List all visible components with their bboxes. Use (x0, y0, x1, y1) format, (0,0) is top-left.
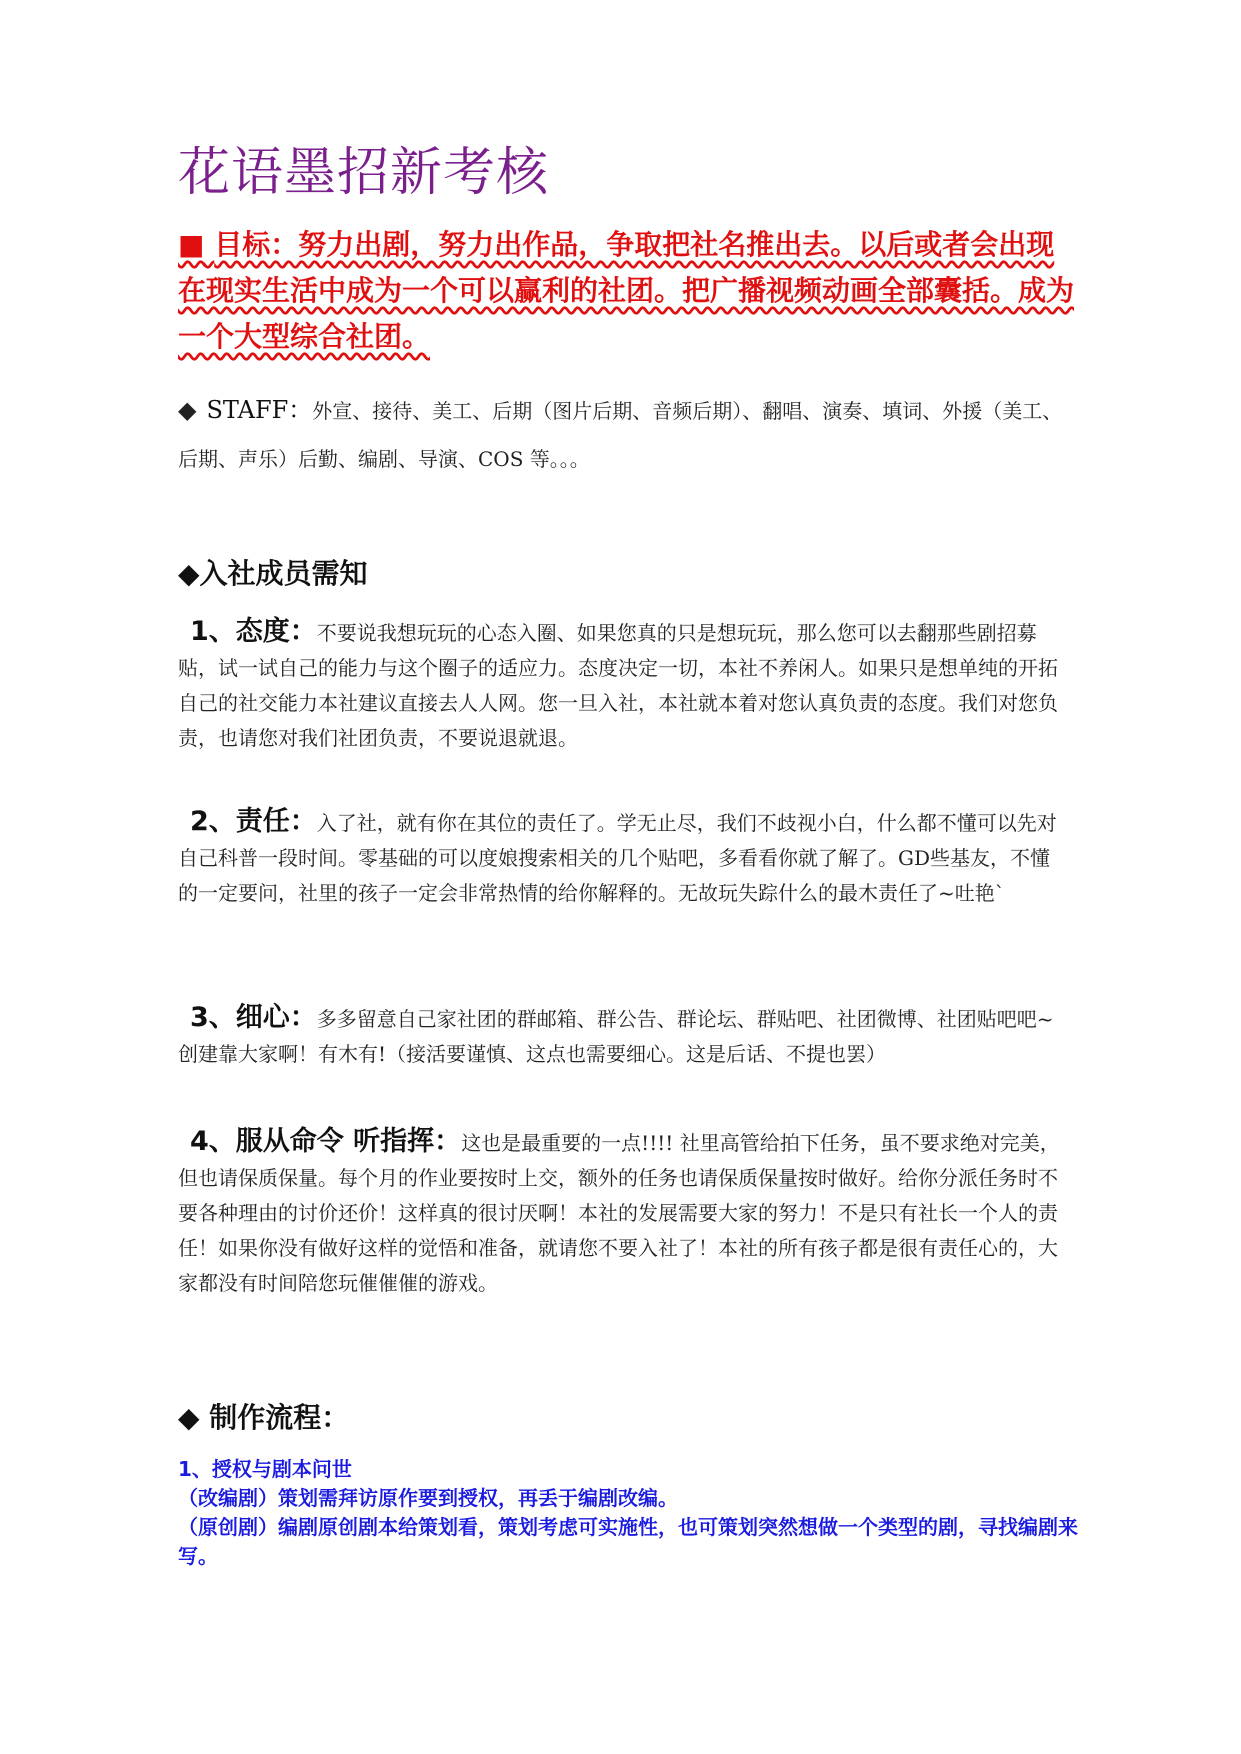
process-line: 1、授权与剧本问世 (178, 1457, 352, 1481)
notice-item-label: 1、态度： (190, 616, 317, 647)
notice-item-obey (178, 1124, 1068, 1301)
process-list (178, 1455, 1078, 1571)
diamond-bullet-icon: ◆ (178, 396, 197, 424)
notice-item-label: 2、责任： (190, 806, 317, 837)
staff-paragraph (178, 386, 1078, 483)
notice-item-attitude (178, 614, 1068, 756)
process-heading: ◆ 制作流程： (178, 1401, 350, 1434)
notice-item-label: 4、服从命令 听指挥： (190, 1126, 462, 1157)
notice-item-text: 这也是最重要的一点!!!! 社里高管给拍下任务，虽不要求绝对完美，但也请保质保量。每个月的作业要按时上交，额外的任务也请保质保量按时做好。给你分派任务时不要各种理由的讨价还价！这样真的很讨厌啊！本社的发展需要大家的努力！不是只有社长一个人的责任！如果你没有做好这样的觉悟和准备，就请您不要入社了！本社的所有孩子都是很有责任心的，大家都没有时间陪您玩催催催的游戏。 (178, 1131, 1060, 1295)
square-bullet-icon: ■ (178, 228, 205, 261)
notice-item-text: 多多留意自己家社团的群邮箱、群公告、群论坛、群贴吧、社团微博、社团贴吧吧~ 创建靠大家啊！有木有!（接活要谨慎、这点也需要细心。这是后话、不提也罢） (178, 1007, 1054, 1066)
process-line: （改编剧）策划需拜访原作要到授权，再丢于编剧改编。 (178, 1486, 678, 1510)
notice-heading: ◆入社成员需知 (178, 557, 368, 590)
notice-item-responsibility (178, 804, 1068, 911)
goal-paragraph (178, 222, 1078, 360)
page-title: 花语墨招新考核 (178, 143, 550, 203)
process-line: （原创剧）编剧原创剧本给策划看，策划考虑可实施性，也可策划突然想做一个类型的剧，寻找编剧来写。 (178, 1515, 1078, 1568)
staff-text: 外宣、接待、美工、后期（图片后期、音频后期）、翻唱、演奏、填词、外援（美工、后期、声乐）后勤、编剧、导演、COS 等。。。 (178, 399, 1063, 471)
goal-text: 目标：努力出剧，努力出作品，争取把社名推出去。以后或者会出现在现实生活中成为一个可以赢利的社团。把广播视频动画全部囊括。成为一个大型综合社团。 (178, 228, 1075, 353)
staff-label: STAFF： (206, 396, 313, 424)
notice-item-text: 不要说我想玩玩的心态入圈、如果您真的只是想玩玩，那么您可以去翻那些剧招募贴，试一试自己的能力与这个圈子的适应力。态度决定一切，本社不养闲人。如果只是想单纯的开拓自己的社交能力本社建议直接去人人网。您一旦入社，本社就本着对您认真负责的态度。我们对您负责，也请您对我们社团负责，不要说退就退。 (178, 621, 1058, 750)
notice-item-text: 入了社，就有你在其位的责任了。学无止尽，我们不歧视小白，什么都不懂可以先对自己科普一段时间。零基础的可以度娘搜索相关的几个贴吧，多看看你就了解了。GD些基友，不懂的一定要问，社里的孩子一定会非常热情的给你解释的。无故玩失踪什么的最木责任了~吐艳` (178, 811, 1057, 905)
notice-item-label: 3、细心： (190, 1002, 317, 1033)
notice-item-carefulness (178, 1000, 1068, 1072)
